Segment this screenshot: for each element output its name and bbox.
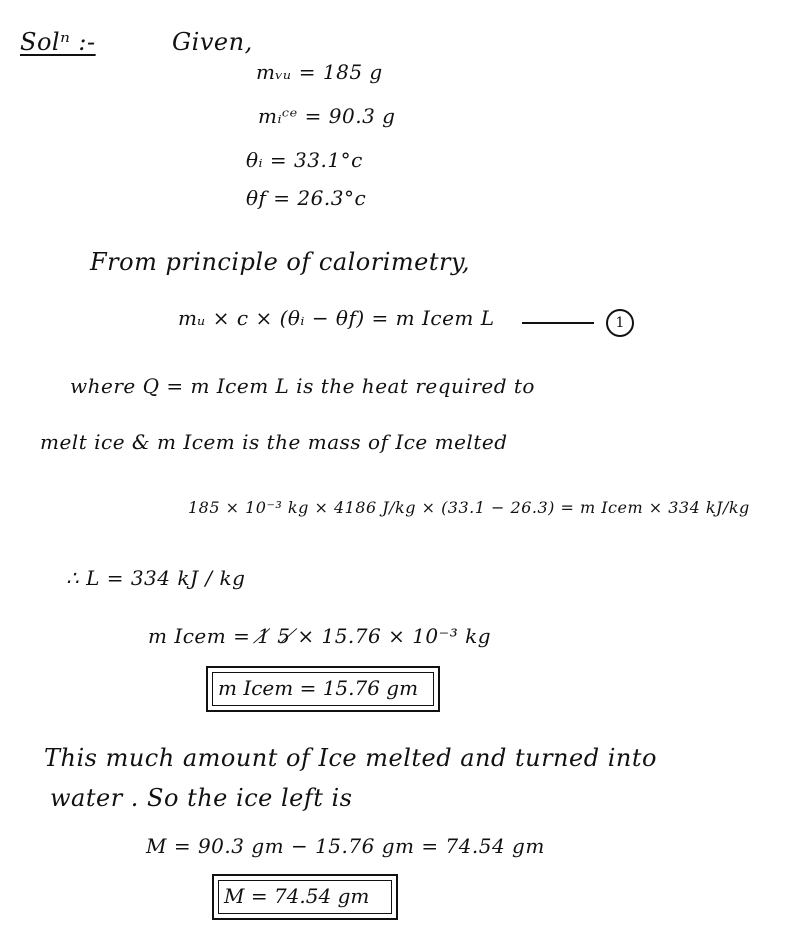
ice-left-calculation: M = 90.3 gm − 15.76 gm = 74.54 gm: [146, 834, 545, 858]
latent-heat: ∴ L = 334 kJ / kg: [66, 566, 246, 590]
result-ice-melted: m Icem = 15.76 gm: [218, 676, 419, 700]
given-initial-temp: θᵢ = 33.1°c: [246, 148, 363, 172]
substitution-equation: 185 × 10⁻³ kg × 4186 J/kg × (33.1 − 26.3) = m Icem × 334 kJ/kg: [188, 498, 750, 517]
solution-heading: Solⁿ :-: [20, 28, 96, 56]
equation-number: 1: [606, 309, 634, 337]
given-label: Given,: [172, 28, 253, 56]
given-mass-water: mᵥᵤ = 185 g: [256, 60, 383, 84]
result-ice-left: M = 74.54 gm: [224, 884, 370, 908]
principle-text: From principle of calorimetry,: [90, 248, 470, 276]
given-final-temp: θf = 26.3°c: [246, 186, 367, 210]
where-line-1: where Q = m Icem L is the heat required to: [70, 374, 535, 398]
conclusion-line-2: water . So the ice left is: [50, 784, 353, 812]
equation-dash: [522, 322, 594, 324]
ice-melted-calculation: m Icem = 1̸ 5 ̸× 15.76 × 10⁻³ kg: [148, 624, 492, 648]
conclusion-line-1: This much amount of Ice melted and turned into: [44, 744, 657, 772]
where-line-2: melt ice & m Icem is the mass of Ice melted: [40, 430, 508, 454]
equation-1: mᵤ × c × (θᵢ − θf) = m Icem L: [178, 306, 495, 330]
result-box-ice-left: [212, 874, 398, 920]
result-box-ice-melted: [206, 666, 440, 712]
given-mass-ice: mᵢᶜᵉ = 90.3 g: [258, 104, 396, 128]
